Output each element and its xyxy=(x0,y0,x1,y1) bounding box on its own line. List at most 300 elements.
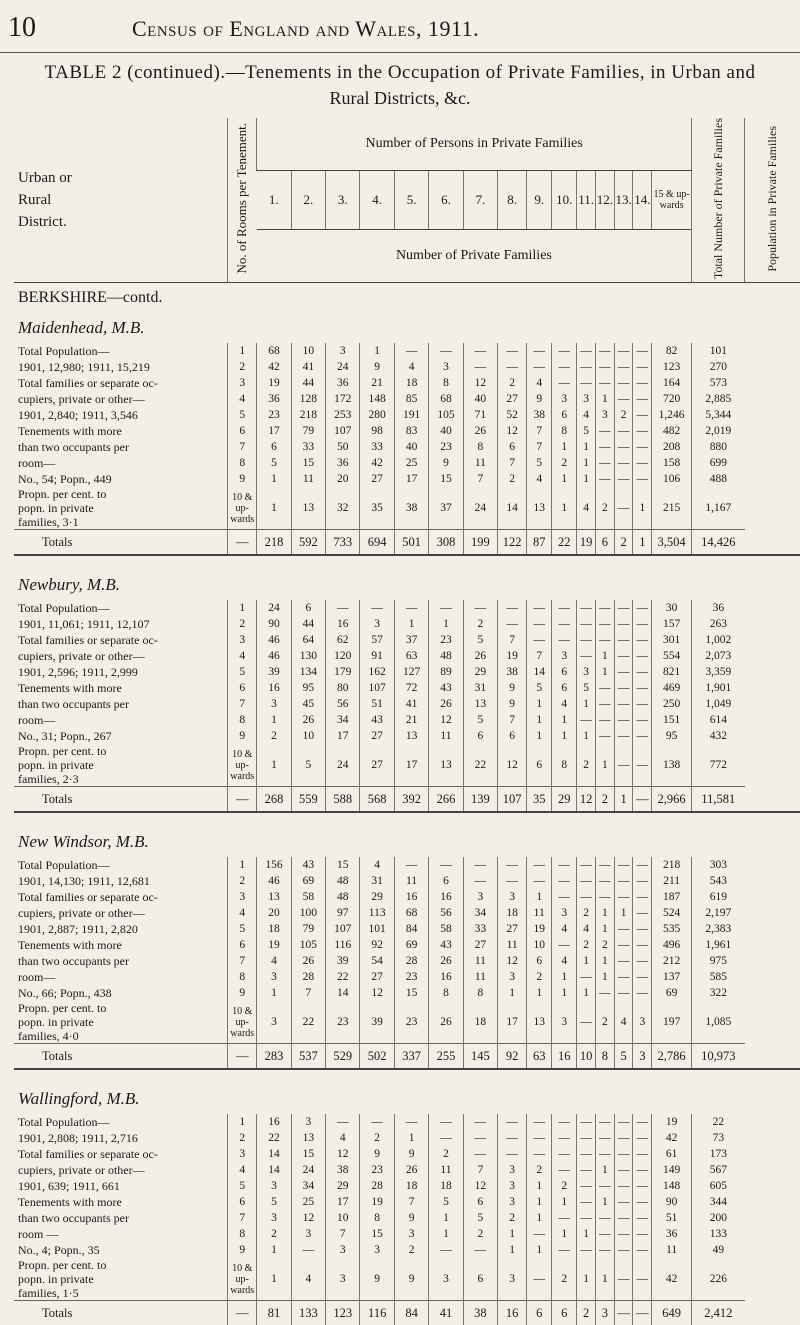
value-cell: 24 xyxy=(326,359,360,375)
value-cell: 1 xyxy=(552,471,577,487)
total-cell: 6 xyxy=(527,1301,552,1325)
value-cell: 45 xyxy=(291,696,325,712)
value-cell: — xyxy=(429,343,463,359)
value-cell: 9 xyxy=(394,1210,428,1226)
value-cell: — xyxy=(595,439,614,455)
value-cell: 1 xyxy=(577,728,596,744)
value-cell: 137 xyxy=(652,969,692,985)
value-cell: 128 xyxy=(291,391,325,407)
rooms-cell: 6 xyxy=(228,680,257,696)
value-cell: 49 xyxy=(692,1242,745,1258)
value-cell: — xyxy=(595,423,614,439)
total-cell: — xyxy=(633,787,652,813)
value-cell: 1 xyxy=(577,471,596,487)
rooms-cell: 8 xyxy=(228,969,257,985)
value-cell: 37 xyxy=(394,632,428,648)
value-cell: 179 xyxy=(326,664,360,680)
value-cell: 280 xyxy=(360,407,394,423)
value-cell: — xyxy=(552,857,577,873)
value-cell: 54 xyxy=(360,953,394,969)
value-cell: 56 xyxy=(326,696,360,712)
rooms-cell: 3 xyxy=(228,375,257,391)
value-cell: 1 xyxy=(552,728,577,744)
value-cell: 19 xyxy=(498,648,527,664)
value-cell: — xyxy=(633,423,652,439)
value-cell: 31 xyxy=(360,873,394,889)
rooms-cell: 6 xyxy=(228,423,257,439)
value-cell: 43 xyxy=(429,937,463,953)
value-cell: — xyxy=(577,1114,596,1130)
page-number: 10 xyxy=(8,12,36,43)
value-cell: 1 xyxy=(595,1162,614,1178)
value-cell: — xyxy=(633,873,652,889)
value-cell: 9 xyxy=(498,680,527,696)
value-cell: — xyxy=(633,889,652,905)
value-cell: 22 xyxy=(257,1130,291,1146)
value-cell: 1 xyxy=(633,487,652,530)
value-cell: 83 xyxy=(394,423,428,439)
value-cell: 5 xyxy=(463,712,497,728)
value-cell: 4 xyxy=(552,953,577,969)
value-cell: 2 xyxy=(394,1242,428,1258)
value-cell: 1 xyxy=(527,985,552,1001)
district-name: Newbury, M.B. xyxy=(18,575,120,595)
value-cell: — xyxy=(633,1258,652,1301)
families-header: Number of Private Families xyxy=(257,230,692,283)
value-cell: 6 xyxy=(527,953,552,969)
value-cell: 10 xyxy=(291,343,325,359)
value-cell: 2 xyxy=(498,471,527,487)
total-cell: 2 xyxy=(595,787,614,813)
value-cell: 2 xyxy=(595,937,614,953)
value-cell: 3 xyxy=(463,889,497,905)
rooms-cell: 4 xyxy=(228,905,257,921)
value-cell: 1 xyxy=(394,616,428,632)
value-cell: 15 xyxy=(429,471,463,487)
value-cell: 2 xyxy=(463,1226,497,1242)
rooms-cell: 3 xyxy=(228,632,257,648)
district-label-cell: Total Population— xyxy=(18,344,110,359)
value-cell: 40 xyxy=(429,423,463,439)
value-cell: — xyxy=(527,857,552,873)
value-cell: — xyxy=(595,889,614,905)
value-cell: 3 xyxy=(326,1242,360,1258)
value-cell: 156 xyxy=(257,857,291,873)
persons-col-header: 15 & up-wards xyxy=(652,170,692,229)
value-cell: — xyxy=(595,1114,614,1130)
value-cell: 95 xyxy=(652,728,692,744)
value-cell: 303 xyxy=(692,857,745,873)
value-cell: 14 xyxy=(326,985,360,1001)
value-cell: 79 xyxy=(291,921,325,937)
value-cell: 48 xyxy=(326,889,360,905)
value-cell: 9 xyxy=(429,455,463,471)
value-cell: 3 xyxy=(257,1210,291,1226)
value-cell: 1 xyxy=(577,696,596,712)
value-cell: 44 xyxy=(291,375,325,391)
value-cell: 720 xyxy=(652,391,692,407)
value-cell: 6 xyxy=(463,1194,497,1210)
value-cell: 43 xyxy=(291,857,325,873)
value-cell: — xyxy=(527,1146,552,1162)
value-cell: — xyxy=(633,664,652,680)
value-cell: 17 xyxy=(498,1001,527,1044)
value-cell: — xyxy=(577,375,596,391)
value-cell: 6 xyxy=(527,744,552,787)
value-cell: — xyxy=(463,343,497,359)
total-cell: 2,966 xyxy=(652,787,692,813)
value-cell: — xyxy=(577,1178,596,1194)
value-cell: — xyxy=(595,343,614,359)
value-cell: — xyxy=(633,600,652,616)
value-cell: 18 xyxy=(257,921,291,937)
value-cell: 12 xyxy=(463,375,497,391)
value-cell: — xyxy=(577,616,596,632)
value-cell: — xyxy=(633,1146,652,1162)
table-row xyxy=(14,1242,800,1258)
value-cell: 8 xyxy=(463,985,497,1001)
table-row xyxy=(14,616,800,632)
value-cell: 11 xyxy=(463,969,497,985)
value-cell: 218 xyxy=(291,407,325,423)
value-cell: 619 xyxy=(692,889,745,905)
value-cell: 2,019 xyxy=(692,423,745,439)
value-cell: 85 xyxy=(394,391,428,407)
district-label-cell: room— xyxy=(18,970,56,985)
value-cell: — xyxy=(527,616,552,632)
value-cell: 43 xyxy=(429,680,463,696)
district-label-cell: Total Population— xyxy=(18,601,110,616)
total-cell: 107 xyxy=(498,787,527,813)
value-cell: 4 xyxy=(527,375,552,391)
value-cell: 52 xyxy=(498,407,527,423)
value-cell: — xyxy=(463,1114,497,1130)
value-cell: 9 xyxy=(360,359,394,375)
value-cell: 1 xyxy=(552,487,577,530)
value-cell: 8 xyxy=(360,1210,394,1226)
district-label-line: families, 3·1 xyxy=(18,515,79,530)
value-cell: 7 xyxy=(527,648,552,664)
value-cell: 1,085 xyxy=(692,1001,745,1044)
persons-col-header: 12. xyxy=(595,170,614,229)
value-cell: 11 xyxy=(394,873,428,889)
value-cell: — xyxy=(614,680,633,696)
value-cell: 105 xyxy=(291,937,325,953)
district-label-line: popn. in private xyxy=(18,758,94,773)
value-cell: — xyxy=(463,600,497,616)
value-cell: 1 xyxy=(498,1242,527,1258)
value-cell: 92 xyxy=(360,937,394,953)
value-cell: 3 xyxy=(498,889,527,905)
value-cell: — xyxy=(633,1178,652,1194)
value-cell: — xyxy=(527,600,552,616)
rooms-cell: 5 xyxy=(228,407,257,423)
value-cell: 585 xyxy=(692,969,745,985)
district-label-cell: room— xyxy=(18,456,56,471)
value-cell: 1 xyxy=(577,455,596,471)
value-cell: 64 xyxy=(291,632,325,648)
value-cell: — xyxy=(614,455,633,471)
value-cell: 15 xyxy=(394,985,428,1001)
value-cell: 28 xyxy=(394,953,428,969)
value-cell: 1 xyxy=(577,953,596,969)
value-cell: — xyxy=(633,1162,652,1178)
value-cell: 699 xyxy=(692,455,745,471)
district-label-line: popn. in private xyxy=(18,1272,94,1287)
table-row xyxy=(14,889,800,905)
persons-col-header: 9. xyxy=(527,170,552,229)
tenements-table xyxy=(14,118,800,1325)
value-cell: — xyxy=(527,343,552,359)
value-cell: 2 xyxy=(595,1001,614,1044)
value-cell: 22 xyxy=(463,744,497,787)
total-cell: 116 xyxy=(360,1301,394,1325)
value-cell: 7 xyxy=(463,1162,497,1178)
value-cell: 1 xyxy=(429,1226,463,1242)
value-cell: 9 xyxy=(394,1146,428,1162)
district-label-cell xyxy=(14,487,228,530)
value-cell: — xyxy=(552,1114,577,1130)
value-cell: 6 xyxy=(463,1258,497,1301)
value-cell: 16 xyxy=(429,889,463,905)
district-label-cell: cupiers, private or other— xyxy=(18,392,145,407)
total-cell: 122 xyxy=(498,530,527,556)
value-cell: 1 xyxy=(527,1210,552,1226)
district-label-cell: No., 31; Popn., 267 xyxy=(18,729,112,744)
value-cell: — xyxy=(633,343,652,359)
value-cell: 50 xyxy=(326,439,360,455)
total-cell: 12 xyxy=(577,787,596,813)
value-cell: — xyxy=(552,937,577,953)
value-cell: — xyxy=(595,712,614,728)
value-cell: 24 xyxy=(291,1162,325,1178)
value-cell: 1 xyxy=(498,1226,527,1242)
table-row xyxy=(14,455,800,471)
value-cell: 3 xyxy=(577,664,596,680)
value-cell: 107 xyxy=(326,423,360,439)
value-cell: — xyxy=(633,953,652,969)
district-label-cell: 1901, 14,130; 1911, 12,681 xyxy=(18,874,150,889)
value-cell: 6 xyxy=(498,439,527,455)
total-cell: 3,504 xyxy=(652,530,692,556)
value-cell: 151 xyxy=(652,712,692,728)
value-cell: — xyxy=(527,1226,552,1242)
total-cell: 2,786 xyxy=(652,1044,692,1070)
value-cell: 3 xyxy=(326,1258,360,1301)
header-rule xyxy=(0,52,800,53)
value-cell: 3 xyxy=(291,1114,325,1130)
value-cell: 33 xyxy=(463,921,497,937)
value-cell: — xyxy=(326,600,360,616)
value-cell: 2 xyxy=(257,1226,291,1242)
total-cell: 38 xyxy=(463,1301,497,1325)
value-cell: 42 xyxy=(652,1130,692,1146)
rooms-cell: 4 xyxy=(228,1162,257,1178)
table-row xyxy=(14,1114,800,1130)
value-cell: 1 xyxy=(257,744,291,787)
value-cell: 3 xyxy=(429,1258,463,1301)
value-cell: 36 xyxy=(692,600,745,616)
rooms-cell: 7 xyxy=(228,439,257,455)
value-cell: — xyxy=(633,744,652,787)
value-cell: 90 xyxy=(257,616,291,632)
value-cell: 148 xyxy=(652,1178,692,1194)
value-cell: 13 xyxy=(463,696,497,712)
total-cell: 5 xyxy=(614,1044,633,1070)
value-cell: 58 xyxy=(429,921,463,937)
value-cell: 215 xyxy=(652,487,692,530)
value-cell: 3 xyxy=(326,343,360,359)
value-cell: 39 xyxy=(326,953,360,969)
value-cell: — xyxy=(394,857,428,873)
value-cell: — xyxy=(552,343,577,359)
rooms-column-header: No. of Rooms per Tenement. xyxy=(228,118,257,283)
value-cell: 4 xyxy=(577,921,596,937)
district-label-cell: room — xyxy=(18,1227,59,1242)
rooms-cell: 6 xyxy=(228,1194,257,1210)
total-cell: 29 xyxy=(552,787,577,813)
value-cell: — xyxy=(577,712,596,728)
table-row xyxy=(14,423,800,439)
table-row xyxy=(14,471,800,487)
rooms-cell: 10 & up-wards xyxy=(228,744,257,787)
table-row xyxy=(14,664,800,680)
value-cell: — xyxy=(614,487,633,530)
total-cell: 19 xyxy=(577,530,596,556)
value-cell: 7 xyxy=(326,1226,360,1242)
value-cell: 1 xyxy=(360,343,394,359)
value-cell: 5 xyxy=(257,455,291,471)
persons-col-header: 5. xyxy=(394,170,428,229)
value-cell: 26 xyxy=(429,953,463,969)
value-cell: 18 xyxy=(498,905,527,921)
total-cell: 649 xyxy=(652,1301,692,1325)
value-cell: — xyxy=(614,712,633,728)
district-label-cell: 1901, 12,980; 1911, 15,219 xyxy=(18,360,150,375)
value-cell: — xyxy=(614,391,633,407)
value-cell: — xyxy=(577,1210,596,1226)
district-label-cell: Tenements with more xyxy=(18,938,122,953)
value-cell: — xyxy=(360,1114,394,1130)
rooms-cell: 4 xyxy=(228,648,257,664)
value-cell: 1 xyxy=(595,391,614,407)
value-cell: — xyxy=(577,889,596,905)
value-cell: 90 xyxy=(652,1194,692,1210)
value-cell: 7 xyxy=(527,439,552,455)
value-cell: — xyxy=(633,648,652,664)
value-cell: 11 xyxy=(291,471,325,487)
persons-col-header: 8. xyxy=(498,170,527,229)
value-cell: 16 xyxy=(257,1114,291,1130)
value-cell: 69 xyxy=(291,873,325,889)
value-cell: 44 xyxy=(291,616,325,632)
total-cell: 3 xyxy=(595,1301,614,1325)
value-cell: 9 xyxy=(360,1146,394,1162)
district-name: New Windsor, M.B. xyxy=(18,832,149,852)
value-cell: 3 xyxy=(552,391,577,407)
value-cell: 15 xyxy=(360,1226,394,1242)
value-cell: 15 xyxy=(291,455,325,471)
value-cell: — xyxy=(633,359,652,375)
value-cell: 1 xyxy=(595,921,614,937)
value-cell: 10 xyxy=(326,1210,360,1226)
value-cell: 263 xyxy=(692,616,745,632)
value-cell: 1 xyxy=(552,439,577,455)
value-cell: 23 xyxy=(257,407,291,423)
value-cell: 19 xyxy=(257,375,291,391)
value-cell: 191 xyxy=(394,407,428,423)
value-cell: 18 xyxy=(394,1178,428,1194)
value-cell: — xyxy=(614,1226,633,1242)
value-cell: 13 xyxy=(291,487,325,530)
value-cell: 22 xyxy=(326,969,360,985)
value-cell: 6 xyxy=(552,680,577,696)
value-cell: 11 xyxy=(429,1162,463,1178)
table-row xyxy=(14,1146,800,1162)
value-cell: 23 xyxy=(394,969,428,985)
totals-label: Totals xyxy=(14,1301,228,1325)
value-cell: 26 xyxy=(429,696,463,712)
value-cell: 5 xyxy=(463,1210,497,1226)
value-cell: 3 xyxy=(257,969,291,985)
value-cell: 2 xyxy=(577,937,596,953)
district-label-cell: Tenements with more xyxy=(18,1195,122,1210)
value-cell: 1 xyxy=(527,712,552,728)
value-cell: — xyxy=(595,696,614,712)
value-cell: 18 xyxy=(429,1178,463,1194)
value-cell: 29 xyxy=(360,889,394,905)
value-cell: — xyxy=(291,1242,325,1258)
total-cell: 588 xyxy=(326,787,360,813)
value-cell: 106 xyxy=(652,471,692,487)
value-cell: 14 xyxy=(257,1162,291,1178)
district-label-cell: Tenements with more xyxy=(18,424,122,439)
value-cell: 72 xyxy=(394,680,428,696)
value-cell: — xyxy=(614,423,633,439)
value-cell: 3 xyxy=(633,1001,652,1044)
value-cell: — xyxy=(595,616,614,632)
total-cell: 559 xyxy=(291,787,325,813)
value-cell: 6 xyxy=(291,600,325,616)
value-cell: 250 xyxy=(652,696,692,712)
value-cell: — xyxy=(463,1242,497,1258)
table-row xyxy=(14,648,800,664)
value-cell: 4 xyxy=(552,921,577,937)
value-cell: 38 xyxy=(527,407,552,423)
value-cell: 162 xyxy=(360,664,394,680)
value-cell: 1 xyxy=(577,439,596,455)
district-label-cell: cupiers, private or other— xyxy=(18,1163,145,1178)
total-cell: 502 xyxy=(360,1044,394,1070)
value-cell: 8 xyxy=(552,744,577,787)
value-cell: — xyxy=(595,857,614,873)
value-cell: 270 xyxy=(692,359,745,375)
value-cell: 4 xyxy=(527,471,552,487)
value-cell: 3 xyxy=(552,648,577,664)
value-cell: 226 xyxy=(692,1258,745,1301)
value-cell: 25 xyxy=(394,455,428,471)
persons-col-header: 10. xyxy=(552,170,577,229)
table-row xyxy=(14,953,800,969)
section-divider xyxy=(14,1069,800,1084)
value-cell: 2 xyxy=(577,744,596,787)
total-cell: 2,412 xyxy=(692,1301,745,1325)
value-cell: — xyxy=(595,471,614,487)
value-cell: — xyxy=(595,359,614,375)
value-cell: 7 xyxy=(463,471,497,487)
value-cell: 2 xyxy=(498,375,527,391)
value-cell: 123 xyxy=(652,359,692,375)
